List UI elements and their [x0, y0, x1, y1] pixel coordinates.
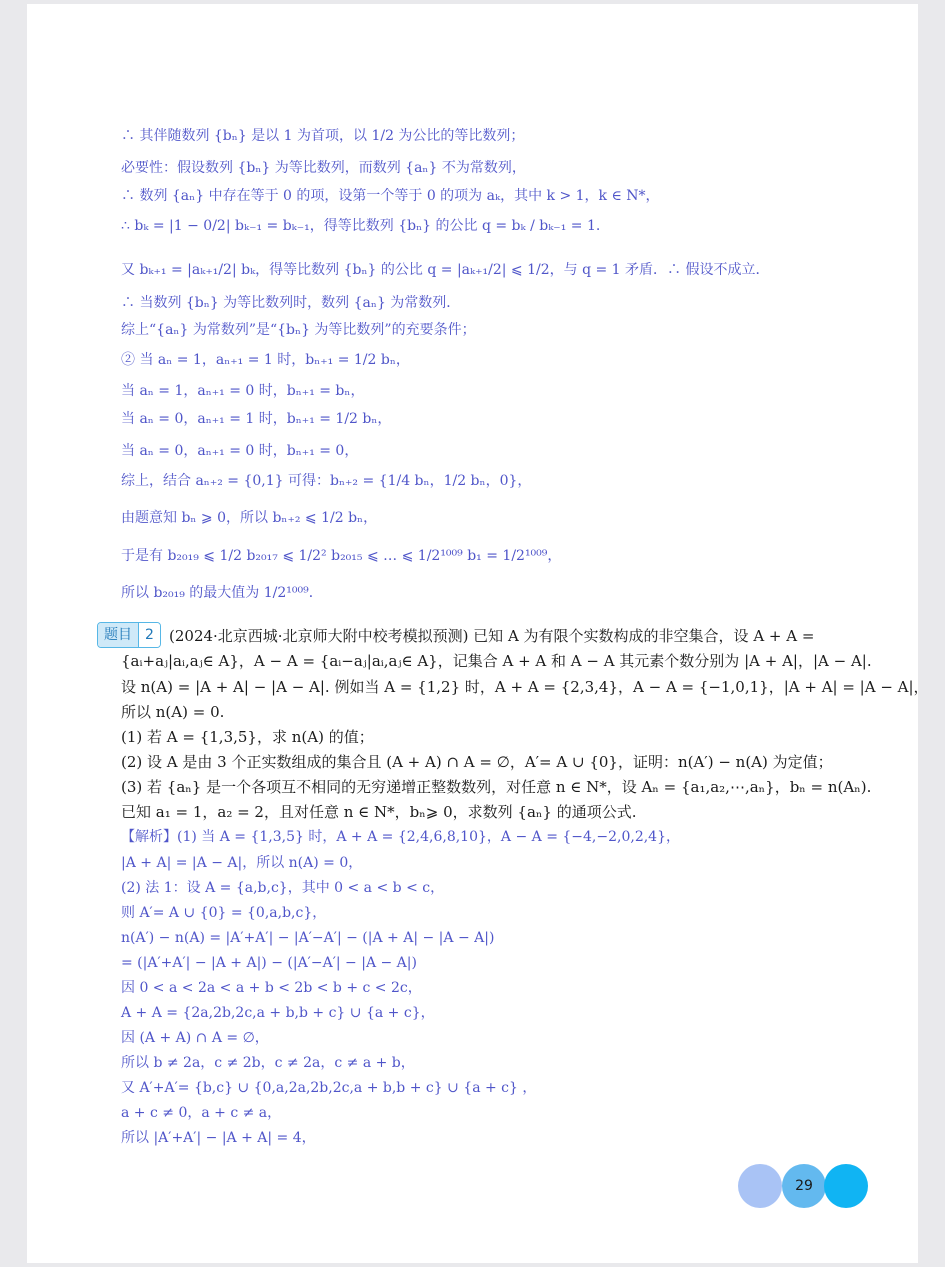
solution-line: 所以 |A′+A′| − |A + A| = 4，: [121, 1130, 316, 1146]
solution-line: 由题意知 bₙ ⩾ 0，所以 bₙ₊₂ ⩽ 1/2 bₙ，: [121, 510, 378, 526]
solution-line: 必要性：假设数列 {bₙ} 为等比数列，而数列 {aₙ} 不为常数列，: [121, 160, 526, 176]
solution-line: 综上“{aₙ} 为常数列”是“{bₙ} 为等比数列”的充要条件；: [121, 322, 476, 338]
solution-line: ∴ 当数列 {bₙ} 为等比数列时，数列 {aₙ} 为常数列．: [121, 295, 461, 311]
solution-line: 因 0 < a < 2a < a + b < 2b < b + c < 2c，: [121, 980, 422, 996]
solution-line: (2) 法 1：设 A = {a,b,c}，其中 0 < a < b < c，: [121, 880, 445, 896]
solution-line: ② 当 aₙ = 1，aₙ₊₁ = 1 时，bₙ₊₁ = 1/2 bₙ，: [121, 352, 410, 368]
page-decor-circle: [738, 1164, 782, 1208]
solution-line: 当 aₙ = 0，aₙ₊₁ = 1 时，bₙ₊₁ = 1/2 bₙ，: [121, 411, 392, 427]
question-line: (2) 设 A 是由 3 个正实数组成的集合且 (A + A) ∩ A = ∅，A′= A ∪ {0}，证明：n(A′) − n(A) 为定值；: [121, 753, 833, 771]
solution-line: 【解析】(1) 当 A = {1,3,5} 时，A + A = {2,4,6,8,10}，A − A = {−4,−2,0,2,4}，: [121, 829, 680, 845]
question-label: 题目: [98, 623, 138, 647]
solution-line: 于是有 b₂₀₁₉ ⩽ 1/2 b₂₀₁₇ ⩽ 1/2² b₂₀₁₅ ⩽ … ⩽ 1/2¹⁰⁰⁹ b₁ = 1/2¹⁰⁰⁹，: [121, 548, 562, 564]
solution-line: ∴ 数列 {aₙ} 中存在等于 0 的项，设第一个等于 0 的项为 aₖ，其中 k > 1，k ∈ N*，: [121, 188, 660, 204]
solution-line: 综上，结合 aₙ₊₂ = {0,1} 可得：bₙ₊₂ = {1/4 bₙ，1/2 bₙ，0}，: [121, 473, 532, 489]
solution-line: a + c ≠ 0，a + c ≠ a，: [121, 1105, 282, 1121]
solution-line: 所以 b ≠ 2a，c ≠ 2b，c ≠ 2a，c ≠ a + b，: [121, 1055, 415, 1071]
question-badge: [97, 622, 161, 648]
page-decor-circle: [824, 1164, 868, 1208]
question-line: (3) 若 {aₙ} 是一个各项互不相同的无穷递增正整数数列，对任意 n ∈ N*，设 Aₙ = {a₁,a₂,⋯,aₙ}，bₙ = n(Aₙ).: [121, 778, 872, 796]
question-number: 2: [138, 623, 160, 647]
solution-line: n(A′) − n(A) = |A′+A′| − |A′−A′| − (|A + A| − |A − A|): [121, 930, 495, 946]
solution-line: 又 bₖ₊₁ = |aₖ₊₁/2| bₖ，得等比数列 {bₙ} 的公比 q = |aₖ₊₁/2| ⩽ 1/2，与 q = 1 矛盾．∴ 假设不成立．: [121, 262, 770, 278]
question-line: 设 n(A) = |A + A| − |A − A|. 例如当 A = {1,2} 时，A + A = {2,3,4}，A − A = {−1,0,1}，|A + A| = |A − A|，: [121, 678, 929, 696]
solution-line: 当 aₙ = 0，aₙ₊₁ = 0 时，bₙ₊₁ = 0，: [121, 443, 359, 459]
solution-line: 当 aₙ = 1，aₙ₊₁ = 0 时，bₙ₊₁ = bₙ，: [121, 383, 365, 399]
question-line: (1) 若 A = {1,3,5}，求 n(A) 的值；: [121, 728, 374, 746]
solution-line: 所以 b₂₀₁₉ 的最大值为 1/2¹⁰⁰⁹．: [121, 585, 323, 601]
solution-line: |A + A| = |A − A|，所以 n(A) = 0，: [121, 855, 363, 871]
document-page: [27, 4, 929, 1263]
solution-line: ∴ 其伴随数列 {bₙ} 是以 1 为首项，以 1/2 为公比的等比数列；: [121, 128, 525, 144]
question-line: 所以 n(A) = 0.: [121, 703, 225, 721]
page-number: 29: [795, 1178, 813, 1194]
question-line: {aᵢ+aⱼ|aᵢ,aⱼ∈ A}，A − A = {aᵢ−aⱼ|aᵢ,aⱼ∈ A}，记集合 A + A 和 A − A 其元素个数分别为 |A + A|，|A − A|.: [121, 652, 872, 670]
question-line: (2024·北京西城·北京师大附中校考模拟预测) 已知 A 为有限个实数构成的非空集合，设 A + A =: [169, 627, 815, 645]
solution-line: ∴ bₖ = |1 − 0/2| bₖ₋₁ = bₖ₋₁，得等比数列 {bₙ} 的公比 q = bₖ / bₖ₋₁ = 1.: [121, 218, 601, 234]
page-number-badge: [782, 1164, 826, 1208]
solution-line: 因 (A + A) ∩ A = ∅，: [121, 1030, 269, 1046]
solution-line: 又 A′+A′= {b,c} ∪ {0,a,2a,2b,2c,a + b,b + c} ∪ {a + c} ，: [121, 1080, 537, 1096]
solution-line: = (|A′+A′| − |A + A|) − (|A′−A′| − |A − A|): [121, 955, 417, 971]
solution-line: 则 A′= A ∪ {0} = {0,a,b,c}，: [121, 905, 327, 921]
solution-line: A + A = {2a,2b,2c,a + b,b + c} ∪ {a + c}，: [121, 1005, 435, 1021]
question-line: 已知 a₁ = 1，a₂ = 2，且对任意 n ∈ N*，bₙ⩾ 0，求数列 {aₙ} 的通项公式.: [121, 803, 637, 821]
